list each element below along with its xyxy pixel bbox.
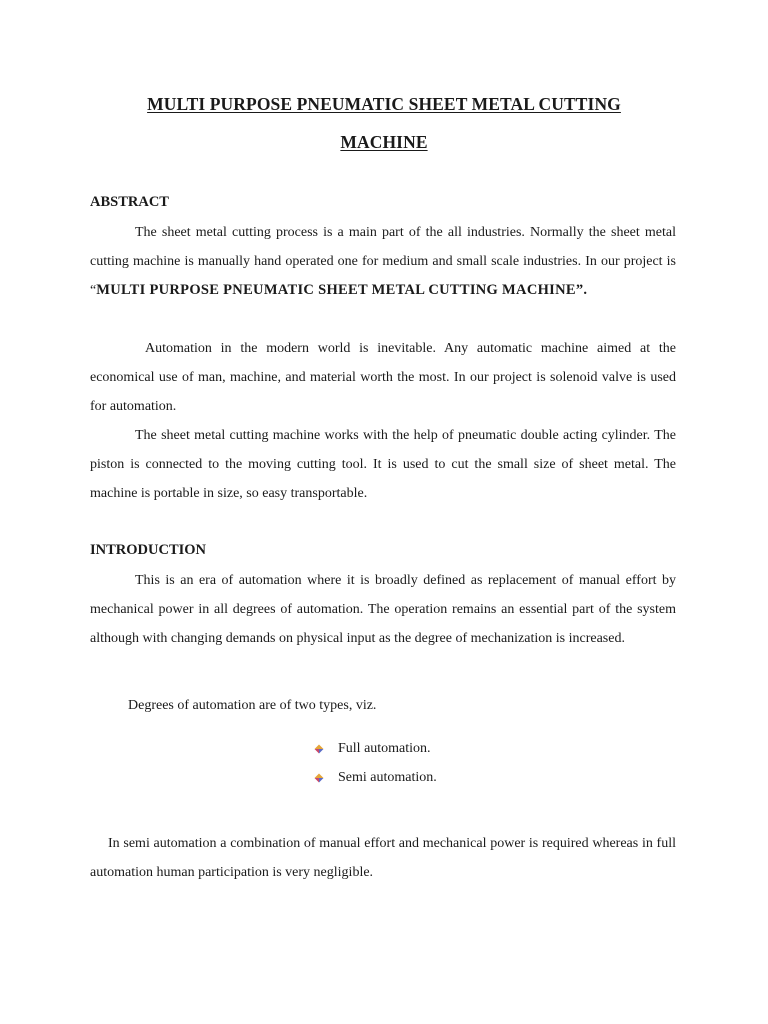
introduction-paragraph-1: This is an era of automation where it is broadly defined as replacement of manual effort by mechanical power in all degrees of automation. The operation remains an essential part of the system although with changing demands on physical input as the degree of mechanization is increased. (90, 573, 676, 646)
project-title-inline: MULTI PURPOSE PNEUMATIC SHEET METAL CUTTING MACHINE”. (96, 282, 588, 298)
bullet-text: Full automation. (338, 740, 431, 756)
diamond-bullet-icon (314, 744, 324, 754)
document-title-line-1: MULTI PURPOSE PNEUMATIC SHEET METAL CUTTING (147, 94, 621, 114)
diamond-bullet-icon (314, 773, 324, 783)
abstract-paragraph-3: The sheet metal cutting machine works with the help of pneumatic double acting cylinder. The piston is connected to the moving cutting tool. It is used to cut the small size of sheet metal. The machine is portable in size, so easy transportable. (90, 428, 676, 501)
abstract-heading: ABSTRACT (90, 194, 169, 210)
introduction-paragraph-2: In semi automation a combination of manual effort and mechanical power is required whereas in full automation human participation is very negligible. (90, 836, 676, 880)
abstract-paragraph-1-text: The sheet metal cutting process is a main part of the all industries. Normally the sheet metal cutting machine is manually hand operated one for medium and small scale industries. In our project is “ (90, 225, 676, 298)
document-title-line-2: MACHINE (340, 132, 428, 152)
bullet-text: Semi automation. (338, 769, 437, 785)
list-item (314, 734, 437, 763)
introduction-heading: INTRODUCTION (90, 542, 207, 558)
automation-types-line: Degrees of automation are of two types, viz. (128, 698, 377, 713)
list-item (314, 763, 437, 792)
abstract-paragraph-1 (90, 218, 676, 305)
automation-types-list (314, 734, 437, 792)
abstract-paragraph-2: Automation in the modern world is inevitable. Any automatic machine aimed at the economical use of man, machine, and material worth the most. In our project is solenoid valve is used for automation. (90, 341, 676, 414)
